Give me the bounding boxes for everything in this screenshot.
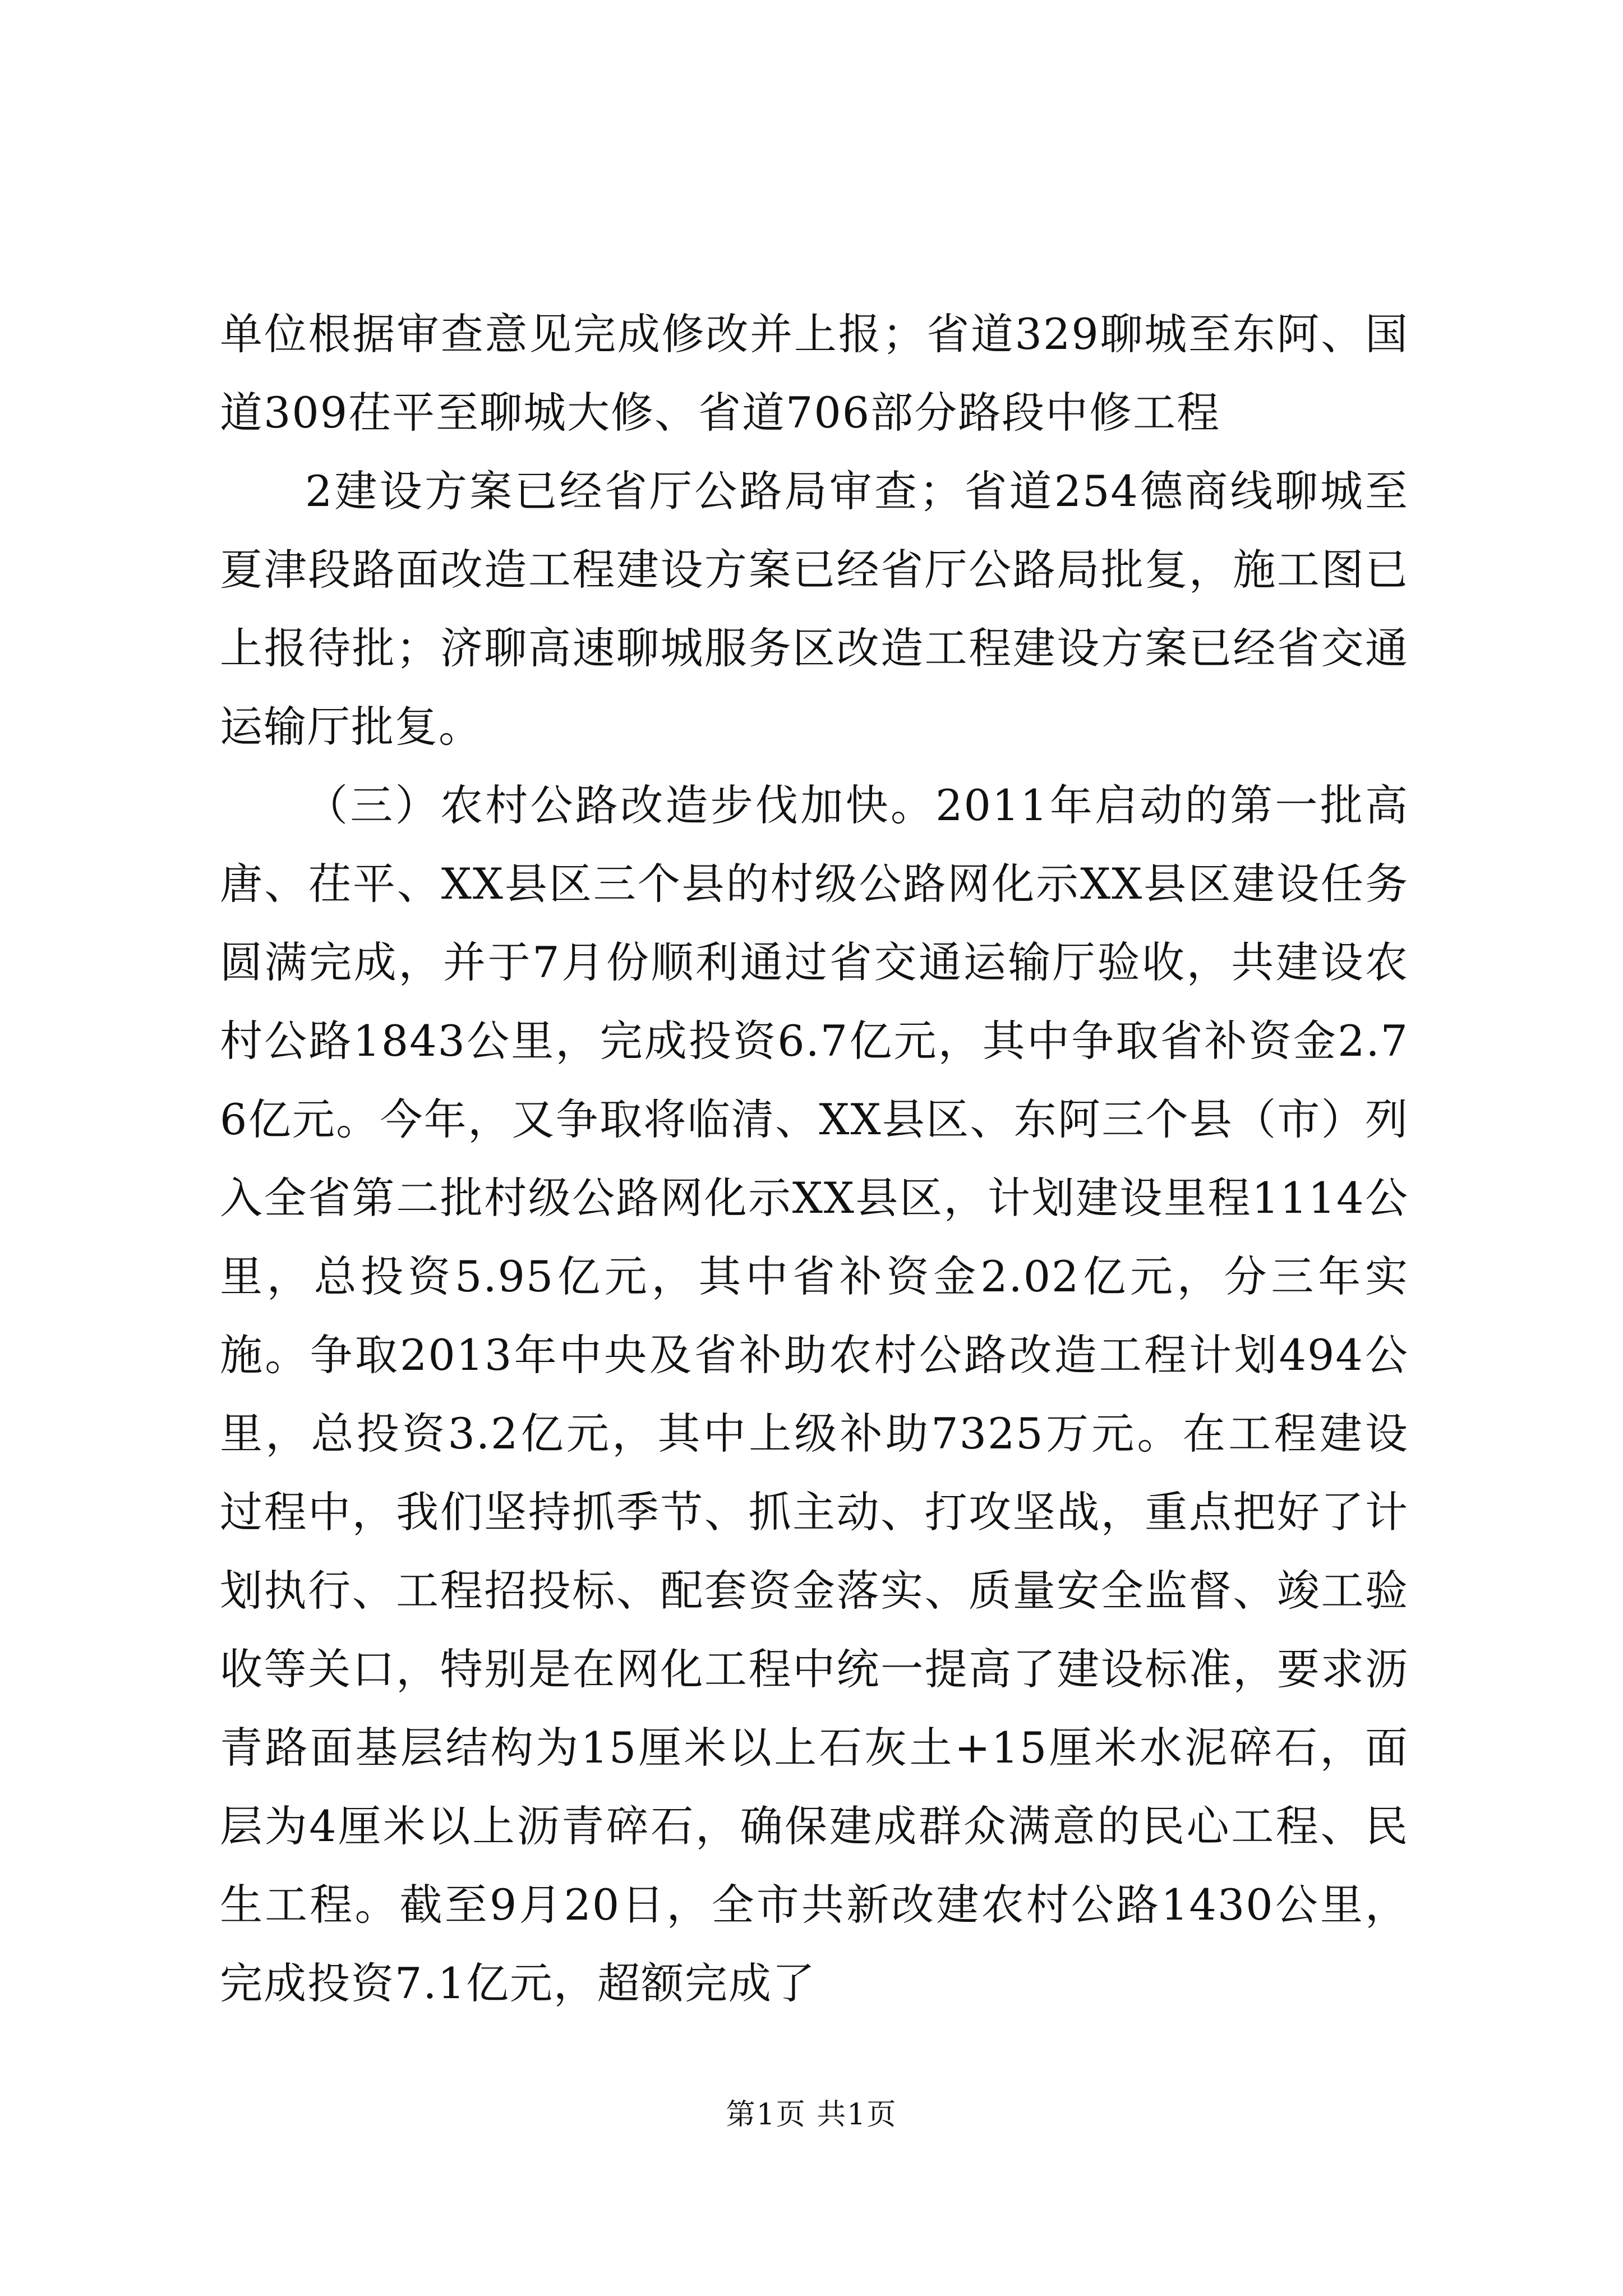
paragraph-rural-roads: （三）农村公路改造步伐加快。2011年启动的第一批高唐、茌平、XX县区三个县的村级公路网化示XX县区建设任务圆满完成，并于7月份顺利通过省交通运输厅验收，共建设农村公路1843公里，完成投资6.7亿元，其中争取省补资金2.76亿元。今年，又争取将临清、XX县区、东阿三个县（市）列入全省第二批村级公路网化示XX县区，计划建设里程1114公里，总投资5.95亿元，其中省补资金2.02亿元，分三年实施。争取2013年中央及省补助农村公路改造工程计划494公里，总投资3.2亿元，其中上级补助7325万元。在工程建设过程中，我们坚持抓季节、抓主动、打攻坚战，重点把好了计划执行、工程招投标、配套资金落实、质量安全监督、竣工验收等关口，特别是在网化工程中统一提高了建设标准，要求沥青路面基层结构为15厘米以上石灰土+15厘米水泥碎石，面层为4厘米以上沥青碎石，确保建成群众满意的民心工程、民生工程。截至9月20日，全市共新改建农村公路1430公里，完成投资7.1亿元，超额完成了 — [220, 780, 1409, 2008]
paragraph-continuation: 单位根据审查意见完成修改并上报；省道329聊城至东阿、国道309茌平至聊城大修、省道706部分路段中修工程 — [220, 309, 1409, 438]
document-body — [220, 295, 1409, 2023]
paragraph-construction-plans: 2建设方案已经省厅公路局审查；省道254德商线聊城至夏津段路面改造工程建设方案已经省厅公路局批复，施工图已上报待批；济聊高速聊城服务区改造工程建设方案已经省交通运输厅批复。 — [220, 466, 1409, 752]
page-footer: 第1页 共1页 — [726, 2098, 897, 2132]
